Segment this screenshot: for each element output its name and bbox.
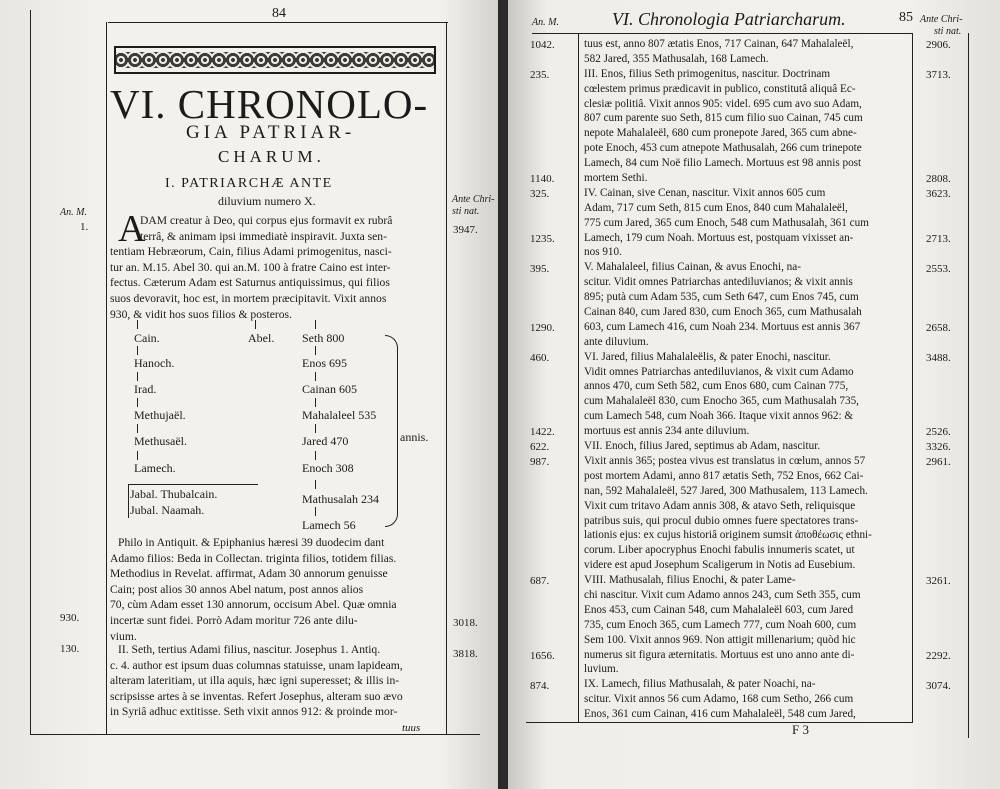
header-ante-christi-1: Ante Chri- <box>920 14 963 25</box>
text-line: scitur. Vixit annos 56 cum Adamo, 168 cum Setho, 266 cum <box>584 693 854 706</box>
text-line: vium. <box>110 629 137 643</box>
text-line: alteram lateritiam, ut illa aquis, hæc igni superesset; & illis in- <box>110 674 400 688</box>
header-rule-left <box>108 22 448 23</box>
genealogy-abel: Abel. <box>248 331 275 345</box>
text-line: luvium. <box>584 663 619 676</box>
margin-year-left: 1. <box>80 221 89 233</box>
lineage-tick <box>315 346 316 355</box>
text-line: in Syriâ adhuc extitisse. Seth vixit annos 912: & proinde mor- <box>110 705 398 719</box>
footer-rule-left <box>30 734 480 735</box>
text-line: incertæ sunt fidei. Porrò Adam moritur 726 ante dilu- <box>110 613 358 627</box>
left-text-rule <box>106 22 107 735</box>
text-line: corum. Liber apocryphus Enochi fabulis innumeris scatet, ut <box>584 544 855 557</box>
margin-year-left: 1422. <box>530 426 555 439</box>
genealogy-item: Methujaël. <box>134 408 186 422</box>
text-line: cum Lamech 548, cum Noah 366. Itaque vixit annos 962: & <box>584 410 854 423</box>
text-line: IX. Lamech, filius Mathusalah, & pater Noachi, na- <box>584 678 816 691</box>
text-line: Lamech, 179 cum Noah. Mortuus est, postquam vixisset an- <box>584 231 854 244</box>
text-line: post mortem Adami, anno 817 ætatis Seth, 752 Enos, 662 Cai- <box>584 469 864 482</box>
text-line: 775 cum Jared, 365 cum Enoch, 548 cum Mathusalah, 361 cum <box>584 216 869 229</box>
text-line: Adam, 717 cum Seth, 815 cum Enos, 840 cum Mahalaleël, <box>584 201 848 214</box>
margin-year-right: 3326. <box>926 441 951 454</box>
text-line: Philo in Antiquit. & Epiphanius hæresi 39 duodecim dant <box>118 536 385 549</box>
margin-year-right: 2808. <box>926 173 951 186</box>
text-line: VIII. Mathusalah, filius Enochi, & pater Lame- <box>584 574 796 587</box>
margin-year-right: 2961. <box>926 456 951 469</box>
margin-year-right: 3074. <box>926 679 951 692</box>
text-line: nos 910. <box>584 246 622 259</box>
genealogy-item: Enos 695 <box>302 356 347 370</box>
margin-year-right: 3261. <box>926 575 951 588</box>
text-line: scripsisse artes à se inventas. Refert Josephus, alteram suo ævo <box>110 689 403 703</box>
text-line: Adamo filios: Beda in Collectan. triginta filios, totidem filias. <box>110 551 397 565</box>
lineage-tick <box>315 424 316 433</box>
text-line: chi nascitur. Vixit cum Adamo annos 243, cum Seth 355, cum <box>584 588 861 601</box>
genealogy-item: Methusaël. <box>134 434 187 448</box>
margin-year-right: 3713. <box>926 68 951 81</box>
header-ante-christi-2: sti nat. <box>934 26 962 37</box>
text-line: pote Enoch, 453 cum atnepote Mathusalah, 266 cum trinepote <box>584 142 862 155</box>
header-anno-mundi: An. M. <box>532 17 559 28</box>
header-rule-right <box>532 33 912 34</box>
text-line: terrâ, & animam ipsi immediatè inspiravit. Juxta sen- <box>140 229 387 243</box>
text-line: Methodius in Revelat. affirmat, Adam 30 annorum genuisse <box>110 567 388 581</box>
margin-year-left: 987. <box>530 456 550 469</box>
chapter-title-line3: CHARUM. <box>218 147 325 166</box>
left-margin-rule <box>30 10 31 735</box>
outer-rule-right <box>968 33 969 738</box>
margin-year-left: 460. <box>530 351 550 364</box>
section-heading: I. PATRIARCHÆ ANTE <box>165 176 333 191</box>
margin-year-left: 1042. <box>530 39 555 51</box>
text-line: nan, 592 Mahalaleël, 527 Jared, 300 Mathusalem, 113 Lamech. <box>584 484 868 497</box>
text-line: suos devoravit, hoc est, in mortem præcipitavit. Vixit annos <box>110 291 387 305</box>
genealogy-item: Seth 800 <box>302 331 345 345</box>
text-line: Vixit cum tritavo Adam annis 308, & atavo Seth, reliquisque <box>584 499 856 512</box>
margin-rule-right <box>912 33 913 723</box>
catchword: tuus <box>402 722 421 734</box>
lineage-tick <box>315 507 316 516</box>
text-line: tur an. M.15. Abel 30. qui an.M. 100 à fratre Caino est inter- <box>110 260 391 274</box>
brace-label: annis. <box>400 430 429 444</box>
text-line: c. 4. author est ipsum duas columnas statuisse, unam lapideam, <box>110 658 403 672</box>
text-line: Cain; post alios 30 annos Abel natum, post annos alios <box>110 582 364 596</box>
text-line: 807 cum parente suo Seth, 815 cum filio suo Cainan, 745 cum <box>584 112 863 125</box>
margin-year-right: 2553. <box>926 262 951 275</box>
text-line: 603, cum Lamech 416, cum Noah 234. Mortuus est annis 367 <box>584 320 861 333</box>
running-title: VI. Chronologia Patriarcharum. <box>612 9 846 29</box>
margin-year-right: 2292. <box>926 649 951 662</box>
chapter-title-line2: GIA PATRIAR- <box>186 122 356 143</box>
lineage-tick <box>137 451 138 460</box>
margin-year-left: 1290. <box>530 322 555 335</box>
margin-rule-left <box>578 33 579 723</box>
paragraph-adam <box>110 213 442 322</box>
margin-year-right: 2658. <box>926 322 951 335</box>
right-text-rule <box>446 22 447 735</box>
text-line: Vixit annis 365; postea vivus est translatus in cœlum, annos 57 <box>584 454 866 467</box>
text-line: clesiæ politiâ. Vixit annos 905: videl. 695 cum avo suo Adam, <box>584 97 862 110</box>
side-label-ante-christi-1: Ante Chri- <box>452 194 495 205</box>
text-line: Cainan 840, cum Jared 830, cum Enoch 365, cum Mathusalah <box>584 306 862 319</box>
paragraph-philo <box>110 535 442 644</box>
lineage-tick <box>315 451 316 460</box>
text-line: Vidit omnes Patriarchas antediluvianos, & vixit cum Adamo <box>584 365 854 378</box>
lineage-tick <box>315 320 316 329</box>
text-line: tentiam Hebræorum, Cain, filius Adami primogenitus, nasci- <box>110 245 392 259</box>
margin-year-right: 3623. <box>926 188 951 200</box>
lineage-tick <box>137 346 138 355</box>
lineage-branch <box>128 484 258 485</box>
chapter-title-line1: VI. CHRONOLO- <box>110 81 429 127</box>
lineage-tick <box>255 320 256 329</box>
text-line: V. Mahalaleel, filius Cainan, & avus Enochi, na- <box>584 261 801 274</box>
margin-year-left: 622. <box>530 441 550 454</box>
genealogy-item: Mathusalah 234 <box>302 492 379 506</box>
lineage-tick <box>315 398 316 407</box>
margin-year-left: 687. <box>530 575 550 588</box>
margin-year-right: 3488. <box>926 351 951 364</box>
lineage-tick <box>137 372 138 381</box>
text-line: scitur. Vidit omnes Patriarchas antediluvianos; & vixit annis <box>584 276 853 289</box>
text-line: patribus suis, qui procul dubio omnes fuere spectatores trans- <box>584 514 859 527</box>
margin-year-right: 2526. <box>926 426 951 439</box>
margin-year-left: 874. <box>530 679 550 692</box>
margin-year-left: 1235. <box>530 232 555 245</box>
genealogy-item: Jubal. Naamah. <box>130 503 205 517</box>
right-page <box>508 0 1000 789</box>
text-line: tuus est, anno 807 ætatis Enos, 717 Cainan, 647 Mahalaleël, <box>584 38 854 50</box>
text-line: 582 Jared, 355 Mathusalah, 168 Lamech. <box>584 52 769 65</box>
text-line: DAM creatur à Deo, qui corpus ejus formavit ex rubrâ <box>140 214 393 227</box>
genealogy-item: Cainan 605 <box>302 382 357 396</box>
text-line: 70, cùm Adam esset 130 annorum, occisum Abel. Quæ omnia <box>110 598 397 612</box>
text-line: VI. Jared, filius Mahalaleëlis, & pater Enochi, nascitur. <box>584 350 831 363</box>
lineage-tick <box>137 320 138 329</box>
margin-year-left: 130. <box>60 643 80 655</box>
genealogy-item: Hanoch. <box>134 356 175 370</box>
genealogy-item: Irad. <box>134 382 157 396</box>
text-line: mortem Sethi. <box>584 172 648 185</box>
genealogy-item: Lamech 56 <box>302 518 356 532</box>
lineage-branch-bracket <box>128 484 129 518</box>
lineage-tick <box>137 398 138 407</box>
text-line: fectus. Cæterum Adam est Saturnus antiquissimus, qui filios <box>110 276 390 290</box>
text-line: 930, & vidit hos suos filios & posteros. <box>110 307 292 321</box>
right-page-body <box>584 37 910 722</box>
text-line: Sem 100. Vixit annos 969. Non attigit millenarium; quòd hic <box>584 633 856 646</box>
section-subheading: diluvium numero X. <box>218 194 316 208</box>
margin-year-left: 1656. <box>530 649 555 662</box>
lineage-tick <box>315 480 316 489</box>
text-line: Enos 453, cum Cainan 548, cum Mahalaleël 603, cum Jared <box>584 603 854 616</box>
signature-mark: F 3 <box>792 722 809 737</box>
text-line: numerus sit figura æternitatis. Mortuus est uno anno ante di- <box>584 648 855 661</box>
margin-year-left: 235. <box>530 68 550 81</box>
years-brace <box>385 335 398 527</box>
genealogy-item: Enoch 308 <box>302 461 354 475</box>
page-number-right: 85 <box>899 10 913 25</box>
genealogy-item: Mahalaleel 535 <box>302 408 377 422</box>
text-line: ante diluvium. <box>584 335 649 348</box>
text-line: cum Mahalaleël 830, cum Enocho 365, cum Mathusalah 735, <box>584 395 859 408</box>
text-line: IV. Cainan, sive Cenan, nascitur. Vixit annos 605 cum <box>584 186 826 199</box>
margin-year-right: 2713. <box>926 232 951 245</box>
margin-year-left: 395. <box>530 262 550 275</box>
text-line: lationis ejus: ex cujus historiâ originem sumsit ἀποθέωσις ethni- <box>584 529 872 542</box>
genealogy-item: Jabal. Thubalcain. <box>130 487 218 501</box>
text-line: Lamech, 84 cum Noë filio Lamech. Mortuus est 98 annis post <box>584 157 862 170</box>
text-line: nepote Mahalaleël, 680 cum pronepote Jared, 365 cum abne- <box>584 127 857 140</box>
text-line: videre est apud Josephum Scaligerum in Notis ad Eusebium. <box>584 559 856 572</box>
genealogy-item: Cain. <box>134 331 160 345</box>
text-line: 895; putà cum Adam 535, cum Seth 647, cum Enos 745, cum <box>584 291 859 304</box>
margin-year-left: 930. <box>60 612 80 624</box>
lineage-tick <box>137 424 138 433</box>
paragraph-seth <box>110 642 442 720</box>
text-line: Enos, 361 cum Cainan, 416 cum Mahalaleël, 548 cum Jared, <box>584 708 856 721</box>
margin-year-right: 3947. <box>453 224 478 236</box>
ornament-frame <box>114 46 436 74</box>
text-line: cœlestem primus prædicavit in publico, constitutâ aliquâ Ec- <box>584 82 856 95</box>
margin-year-right: 3018. <box>453 617 478 629</box>
margin-year-right: 2906. <box>926 39 951 51</box>
genealogy-item: Jared 470 <box>302 434 349 448</box>
text-line: II. Seth, tertius Adami filius, nascitur. Josephus 1. Antiq. <box>118 643 381 656</box>
side-label-anno-mundi: An. M. <box>60 207 87 218</box>
side-label-ante-christi-2: sti nat. <box>452 206 480 217</box>
text-line: VII. Enoch, filius Jared, septimus ab Adam, nascitur. <box>584 440 821 453</box>
text-line: III. Enos, filius Seth primogenitus, nascitur. Doctrinam <box>584 67 831 80</box>
page-number-left: 84 <box>272 6 286 21</box>
footer-rule-right <box>526 722 912 723</box>
genealogy-item: Lamech. <box>134 461 176 475</box>
margin-year-left: 1140. <box>530 173 555 186</box>
margin-year-right: 3818. <box>453 648 478 660</box>
text-line: annos 470, cum Seth 582, cum Enos 680, cum Cainan 775, <box>584 380 849 393</box>
drop-capital: A <box>118 208 146 250</box>
lineage-tick <box>315 372 316 381</box>
text-line: 735, cum Enoch 365, cum Lamech 777, cum Noah 600, cum <box>584 618 857 631</box>
text-line: mortuus est annis 234 ante diluvium. <box>584 425 750 438</box>
margin-year-left: 325. <box>530 188 550 200</box>
